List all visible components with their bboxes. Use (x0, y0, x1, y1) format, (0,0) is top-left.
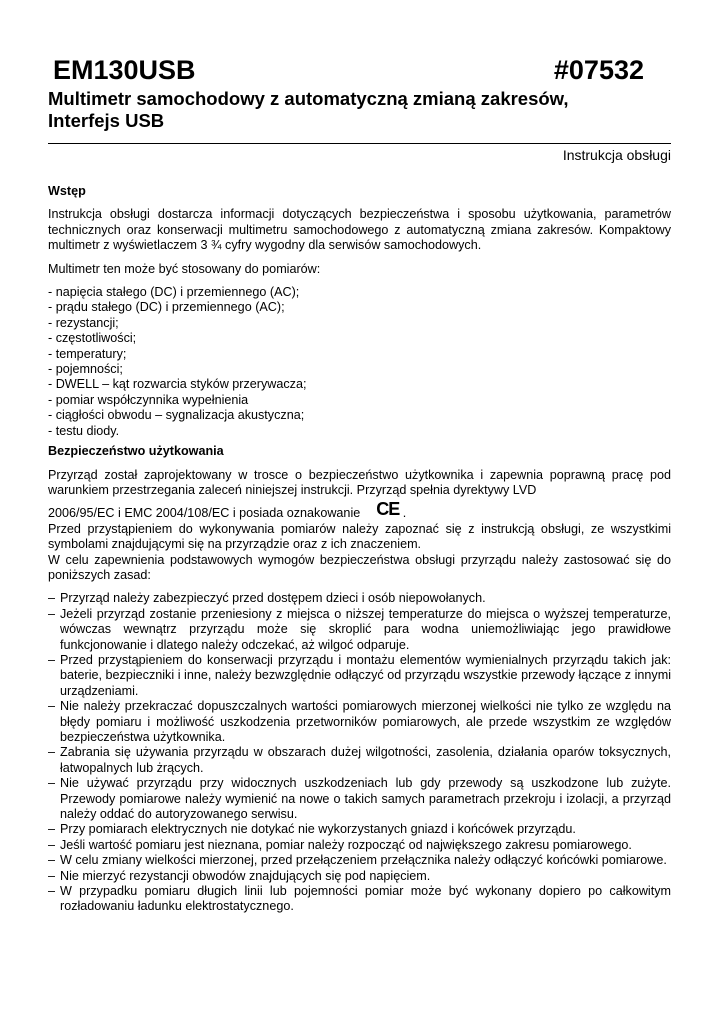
product-subtitle (48, 88, 668, 132)
subtitle-line-1: Multimetr samochodowy z automatyczną zmianą zakresów, (48, 88, 569, 109)
safety-rules-list (48, 591, 671, 915)
safety-rule (48, 607, 671, 653)
measurement-list (48, 285, 671, 439)
product-code: #07532 (553, 55, 644, 85)
list-item: - prądu stałego (DC) i przemiennego (AC); (48, 300, 285, 315)
dash-bullet: – (48, 884, 56, 899)
safety-rule (48, 822, 671, 837)
list-item: - częstotliwości; (48, 331, 137, 346)
list-item: - pojemności; (48, 362, 123, 377)
safety-rule-text: Jeżeli przyrząd zostanie przeniesiony z miejsca o niższej temperaturze do miejsca o wyższej temperaturze, wówczas wewnątrz przyrządu może się skroplić para wodna uniemożliwiając jego prawidłowe funkcjonowanie i dlatego należy odczekać, aż wilgoć odparuje. (60, 606, 671, 652)
safety-paragraph-1: Przyrząd został zaprojektowany w trosce o bezpieczeństwo użytkownika i zapewnia poprawną pracę pod warunkiem przestrzegania zaleceń niniejszej instrukcji. Przyrząd spełnia dyrektywy LVD (48, 467, 671, 497)
safety-rule-text: Przyrząd należy zabezpieczyć przed dostępem dzieci i osób niepowołanych. (60, 591, 486, 606)
safety-rule-text: Przed przystąpieniem do konserwacji przyrządu i montażu elementów wymienialnych przyrządu takich jak: baterie, bezpieczniki i inne, należy bezwzględnie odłączyć od przyrządu wszystkie przewody łączące z innymi urządzeniami. (60, 652, 671, 698)
safety-rule-text: W przypadku pomiaru długich linii lub pojemności pomiar może być wykonany dopiero po całkowitym rozładowaniu ładunku elektrostatycznego. (60, 884, 671, 914)
intro-measurements-lead: Multimetr ten może być stosowany do pomiarów: (48, 261, 321, 276)
safety-rule (48, 591, 671, 606)
title-row (53, 52, 644, 88)
list-item: - temperatury; (48, 346, 127, 361)
safety-rule (48, 884, 671, 915)
dash-bullet: – (48, 776, 56, 791)
dash-bullet: – (48, 699, 56, 714)
safety-rule-text: Nie używać przyrządu przy widocznych uszkodzeniach lub gdy przewody są uszkodzone lub zużyte. Przewody pomiarowe należy wymienić na nowe o takich samych parametrach przekroju i izolacji, a przyrząd należy oddać do autoryzowanego serwisu. (60, 776, 671, 822)
dash-bullet: – (48, 652, 56, 667)
safety-rule-text: Przy pomiarach elektrycznych nie dotykać nie wykorzystanych gniazd i końcówek przyrządu. (60, 822, 576, 837)
ce-line-text: 2006/95/EC i EMC 2004/108/EC i posiada oznakowanie (48, 506, 361, 521)
dash-bullet: – (48, 606, 56, 621)
safety-rule (48, 869, 671, 884)
document-type: Instrukcja obsługi (562, 147, 671, 163)
list-item: - rezystancji; (48, 315, 119, 330)
dash-bullet: – (48, 853, 56, 868)
list-item: - pomiar współczynnika wypełnienia (48, 392, 249, 407)
intro-heading: Wstęp (48, 184, 86, 198)
dash-bullet: – (48, 822, 56, 837)
dash-bullet: – (48, 837, 56, 852)
safety-rule (48, 838, 671, 853)
dash-bullet: – (48, 745, 56, 760)
safety-rule-text: Nie należy przekraczać dopuszczalnych wartości pomiarowych mierzonej wielkości nie tylko ze względu na błędy pomiaru i możliwość uszkodzenia przetworników pomiarowych, ale przede wszystkim ze względów bezpieczeństwa użytkownika. (60, 699, 671, 744)
list-item: - napięcia stałego (DC) i przemiennego (AC); (48, 285, 300, 300)
header-divider (48, 143, 671, 144)
document-body (48, 184, 671, 915)
safety-rule (48, 776, 671, 822)
safety-rule-text: Nie mierzyć rezystancji obwodów znajdujących się pod napięciem. (60, 868, 431, 883)
dash-bullet: – (48, 868, 56, 883)
safety-rule (48, 745, 671, 776)
safety-rule (48, 853, 671, 868)
safety-rule-text: Zabrania się używania przyrządu w obszarach dużej wilgotności, zasolenia, działania oparów toksycznych, łatwopalnych lub żrących. (60, 745, 671, 775)
safety-paragraph-3: W celu zapewnienia podstawowych wymogów bezpieczeństwa obsługi przyrządu należy zastosować się do poniższych zasad: (48, 552, 671, 582)
dash-bullet: – (48, 591, 56, 606)
model-name: EM130USB (53, 55, 196, 85)
intro-paragraph: Instrukcja obsługi dostarcza informacji dotyczących bezpieczeństwa i sposobu użytkowania, parametrów technicznych oraz konserwacji multimetru samochodowego z automatyczną zmiana zakresów. Kompaktowy multimetr z wyświetlaczem 3 ¾ cyfry wygodny dla serwisów samochodowych. (48, 207, 671, 253)
ce-mark-icon: CE (376, 499, 400, 520)
list-item: - DWELL – kąt rozwarcia styków przerywacza; (48, 377, 307, 392)
safety-rule (48, 653, 671, 699)
safety-heading: Bezpieczeństwo użytkowania (48, 444, 224, 459)
list-item: - ciągłości obwodu – sygnalizacja akustyczna; (48, 408, 305, 423)
safety-rule-text: Jeśli wartość pomiaru jest nieznana, pomiar należy rozpocząć od największego zakresu pomiarowego. (60, 837, 632, 852)
ce-marking-line (48, 499, 671, 521)
subtitle-line-2: Interfejs USB (48, 110, 165, 131)
safety-rule-text: W celu zmiany wielkości mierzonej, przed przełączeniem przełącznika należy odłączyć końcówki pomiarowe. (60, 853, 667, 868)
safety-paragraph-2: Przed przystąpieniem do wykonywania pomiarów należy zapoznać się z instrukcją obsługi, ze wszystkimi symbolami znajdującymi się na przyrządzie oraz z ich znaczeniem. (48, 521, 671, 552)
ce-line-dot: . (402, 506, 407, 521)
safety-rule (48, 699, 671, 745)
list-item: - testu diody. (48, 423, 120, 438)
